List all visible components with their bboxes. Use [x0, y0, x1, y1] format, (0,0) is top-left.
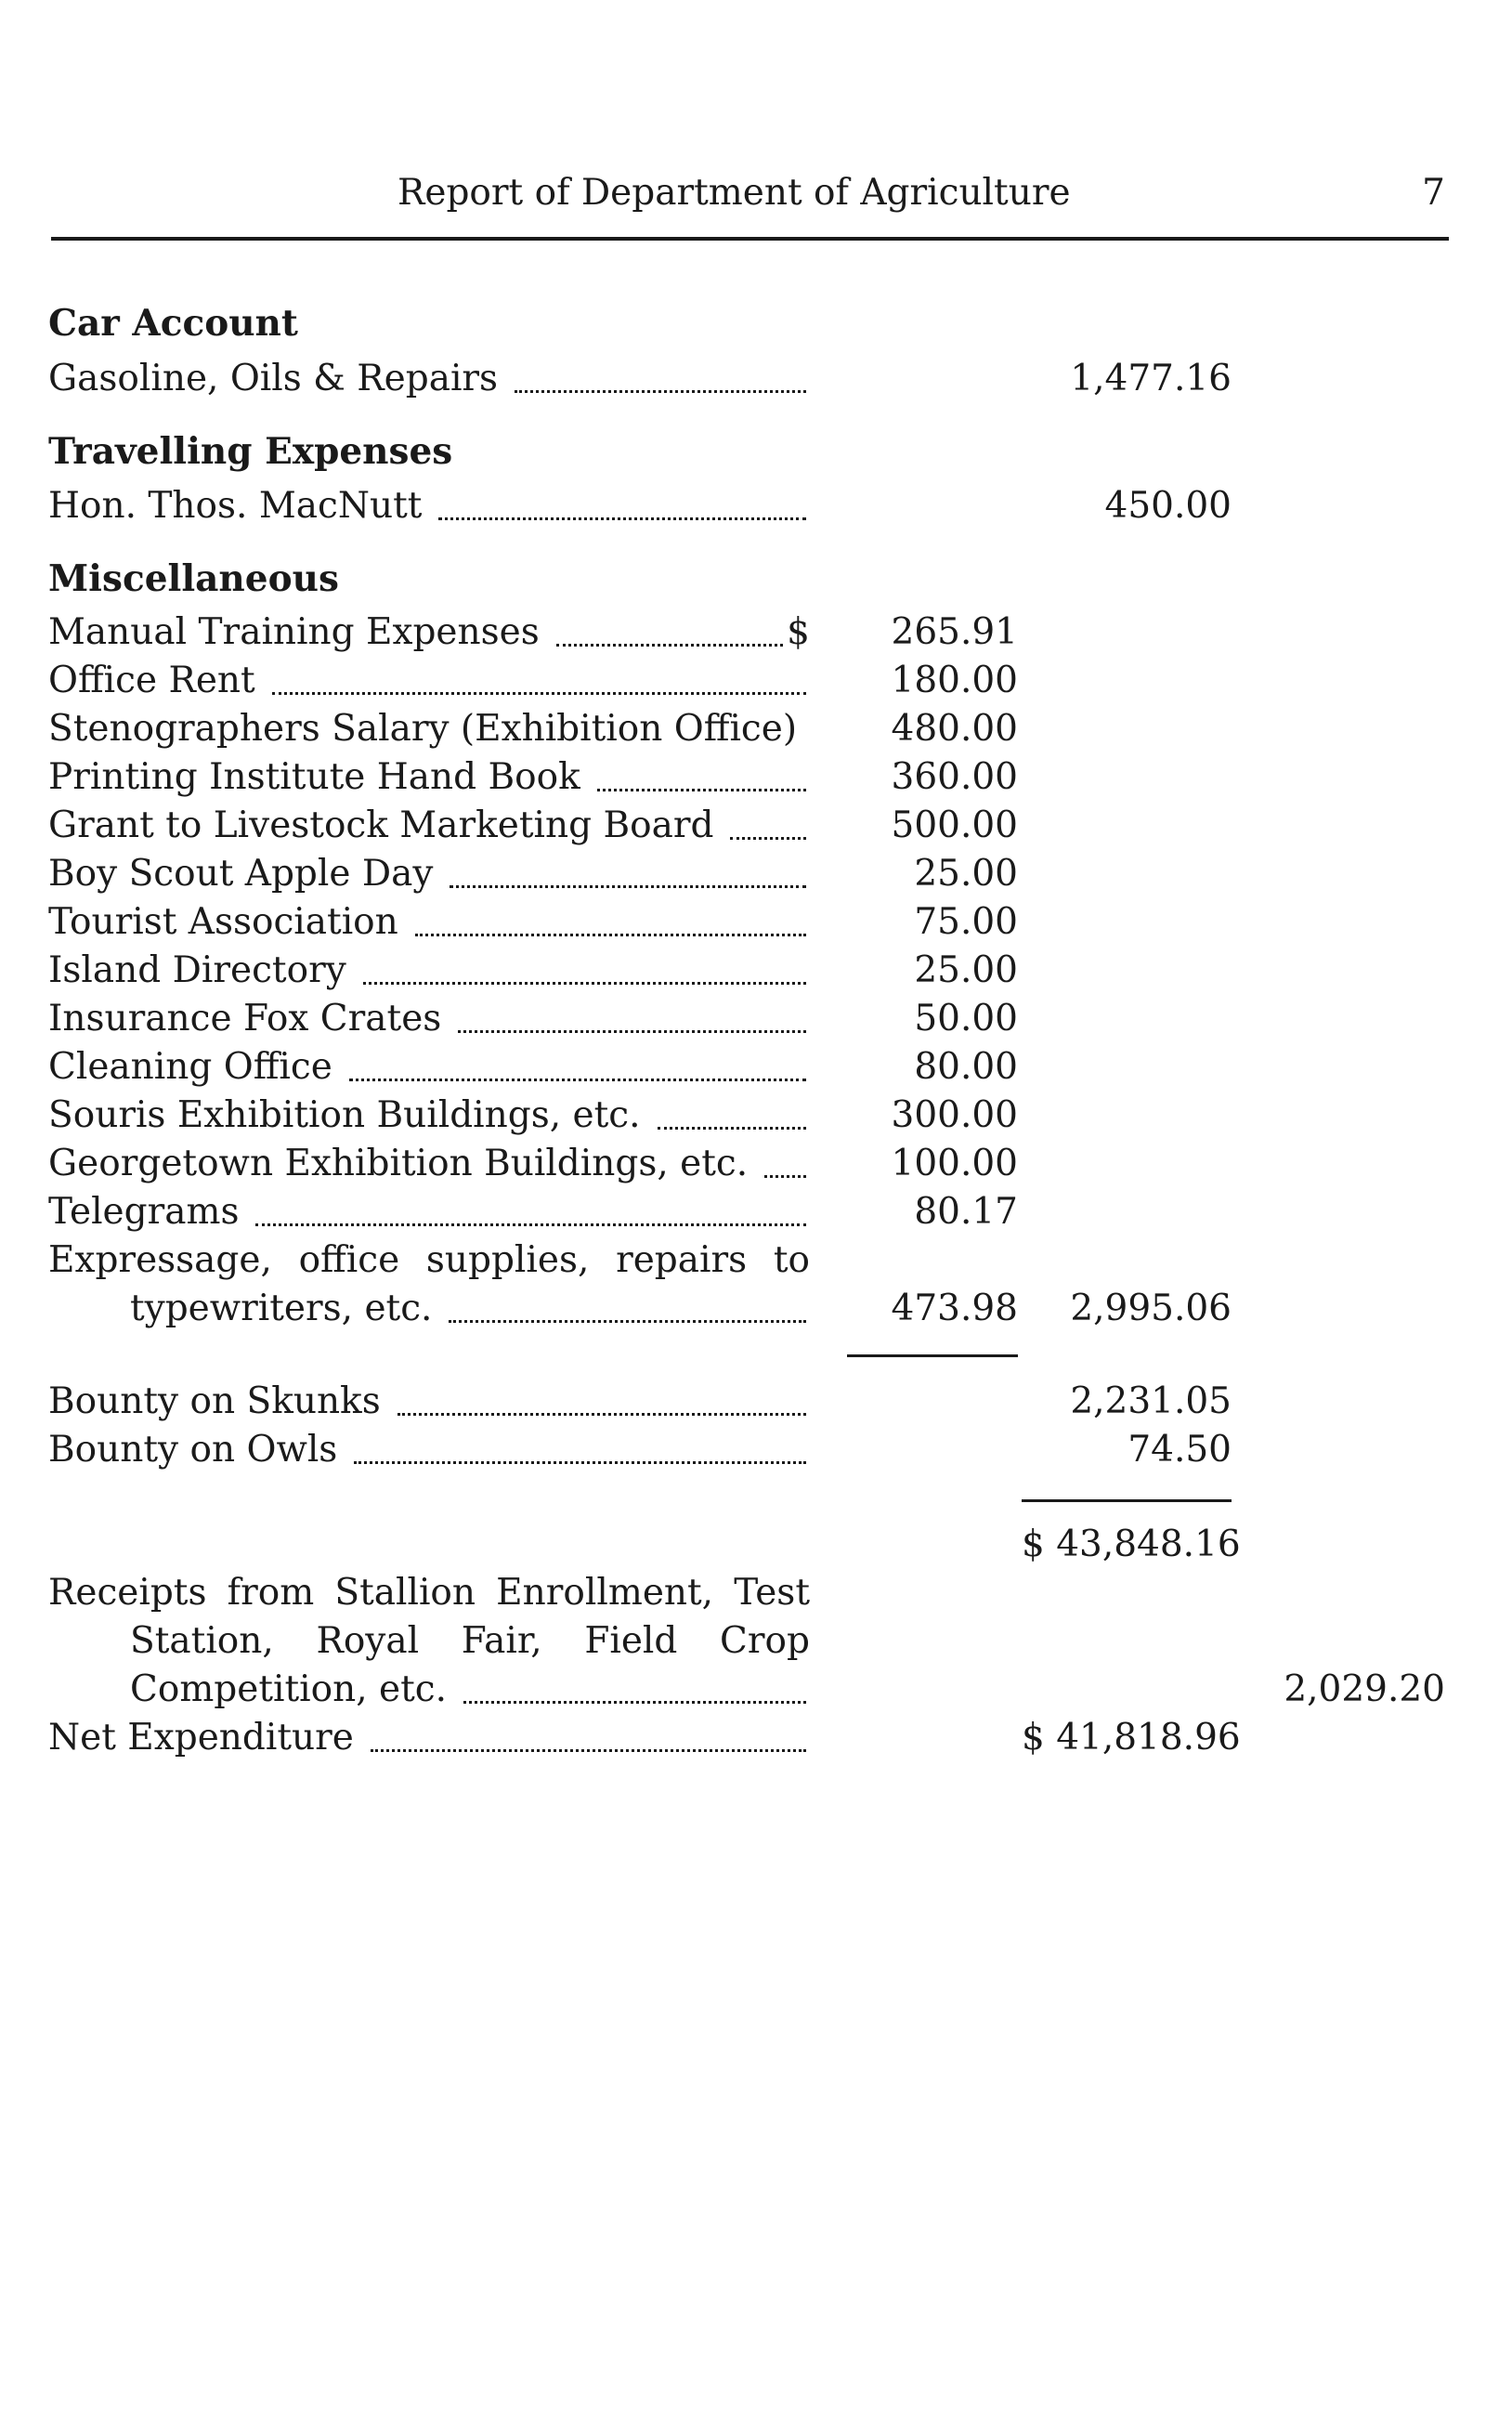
ledger-label: Telegrams	[48, 1191, 240, 1233]
ledger-label: Grant to Livestock Marketing Board	[48, 804, 714, 846]
dot-leader	[730, 837, 806, 840]
amount-cleaning-office: 80.00	[914, 1046, 1018, 1088]
dot-leader	[349, 1079, 806, 1081]
ledger-line-fox-crates	[48, 998, 810, 1046]
ledger-line-manual-training	[48, 611, 810, 660]
total-macnutt: 450.00	[1104, 485, 1232, 527]
amount-expressage: 473.98	[891, 1288, 1018, 1329]
dot-leader	[363, 982, 806, 985]
amount-telegrams: 80.17	[914, 1191, 1018, 1233]
gross-total: $ 43,848.16	[1022, 1523, 1241, 1565]
ledger-label: typewriters, etc.	[130, 1288, 433, 1329]
section-heading-car-account: Car Account	[48, 302, 298, 345]
ledger-line-bounty-owls	[48, 1429, 810, 1477]
ledger-label: Office Rent	[48, 660, 255, 701]
receipts-label-line1: Receipts from Stallion Enrollment, Test	[48, 1572, 810, 1614]
ledger-line-printing-handbook	[48, 756, 810, 804]
ledger-line-apple-day	[48, 853, 810, 901]
dot-leader	[515, 390, 806, 393]
total-miscellaneous: 2,995.06	[1070, 1288, 1232, 1329]
dot-leader	[764, 1175, 806, 1178]
ledger-line-souris-exhibition	[48, 1094, 810, 1143]
amount-apple-day: 25.00	[914, 853, 1018, 895]
ledger-label: Hon. Thos. MacNutt	[48, 485, 423, 527]
dot-leader	[597, 789, 806, 791]
ledger-line-tourist-association	[48, 901, 810, 949]
dot-leader	[449, 1320, 806, 1323]
dot-leader	[450, 885, 806, 888]
ledger-label: Bounty on Owls	[48, 1429, 338, 1471]
amount-livestock-grant: 500.00	[891, 804, 1018, 846]
dot-leader	[272, 692, 806, 695]
amount-manual-training: 265.91	[891, 611, 1018, 653]
ledger-line-office-rent	[48, 660, 810, 708]
subtotal-rule	[847, 1354, 1018, 1357]
receipts-label-line2: Station, Royal Fair, Field Crop	[130, 1620, 810, 1662]
ledger-line-gasoline	[48, 358, 810, 406]
dot-leader	[463, 1701, 806, 1704]
ledger-label: Competition, etc.	[130, 1668, 448, 1710]
ledger-label: Manual Training Expenses	[48, 611, 540, 653]
ledger-label: Island Directory	[48, 949, 346, 991]
amount-georgetown-exhibition: 100.00	[891, 1143, 1018, 1184]
ledger-line-telegrams	[48, 1191, 810, 1239]
ledger-line-stenographers	[48, 708, 810, 756]
ledger-line-expressage	[130, 1288, 810, 1336]
dot-leader	[458, 1030, 806, 1033]
ledger-label: Bounty on Skunks	[48, 1380, 381, 1422]
net-expenditure-total: $ 41,818.96	[1022, 1717, 1241, 1759]
ledger-line-bounty-skunks	[48, 1380, 810, 1429]
ledger-label: Georgetown Exhibition Buildings, etc.	[48, 1143, 749, 1184]
ledger-label: Stenographers Salary (Exhibition Office)	[48, 708, 798, 750]
dot-leader	[354, 1461, 806, 1464]
dot-leader	[658, 1127, 806, 1130]
ledger-label: Gasoline, Oils & Repairs	[48, 358, 499, 399]
ledger-line-georgetown-exhibition	[48, 1143, 810, 1191]
amount-tourist-association: 75.00	[914, 901, 1018, 943]
dot-leader	[398, 1413, 806, 1416]
ledger-label: Insurance Fox Crates	[48, 998, 442, 1040]
amount-printing-handbook: 360.00	[891, 756, 1018, 798]
ledger-line-island-directory	[48, 949, 810, 998]
amount-fox-crates: 50.00	[914, 998, 1018, 1040]
dot-leader	[371, 1749, 806, 1752]
amount-souris-exhibition: 300.00	[891, 1094, 1018, 1136]
ledger-line-receipts	[130, 1668, 810, 1717]
ledger-label: Printing Institute Hand Book	[48, 756, 580, 798]
amount-receipts: 2,029.20	[1284, 1668, 1445, 1710]
amount-stenographers: 480.00	[891, 708, 1018, 750]
section-heading-miscellaneous: Miscellaneous	[48, 557, 339, 600]
ledger-line-macnutt	[48, 485, 810, 533]
section-heading-travelling-expenses: Travelling Expenses	[48, 430, 453, 473]
ledger-label: Boy Scout Apple Day	[48, 853, 434, 895]
dot-leader	[556, 644, 783, 647]
amount-office-rent: 180.00	[891, 660, 1018, 701]
dot-leader	[415, 934, 806, 936]
total-gasoline: 1,477.16	[1070, 358, 1232, 399]
amount-island-directory: 25.00	[914, 949, 1018, 991]
ledger-label: Souris Exhibition Buildings, etc.	[48, 1094, 641, 1136]
currency-sign: $	[787, 611, 810, 653]
ledger-label: Tourist Association	[48, 901, 398, 943]
total-bounty-owls: 74.50	[1127, 1429, 1232, 1471]
ledger-line-net-expenditure	[48, 1717, 810, 1765]
total-rule	[1022, 1499, 1232, 1502]
dot-leader	[438, 517, 806, 520]
dot-leader	[255, 1223, 806, 1226]
ledger-line-livestock-grant	[48, 804, 810, 853]
running-head	[51, 172, 1449, 241]
ledger-label: Cleaning Office	[48, 1046, 332, 1088]
ledger-line-cleaning-office	[48, 1046, 810, 1094]
running-title: Report of Department of Agriculture	[398, 172, 1071, 214]
total-bounty-skunks: 2,231.05	[1070, 1380, 1232, 1422]
ledger-label: Net Expenditure	[48, 1717, 354, 1759]
ledger-label-expressage-line1: Expressage, office supplies, repairs to	[48, 1239, 810, 1281]
page-number: 7	[1422, 172, 1445, 214]
